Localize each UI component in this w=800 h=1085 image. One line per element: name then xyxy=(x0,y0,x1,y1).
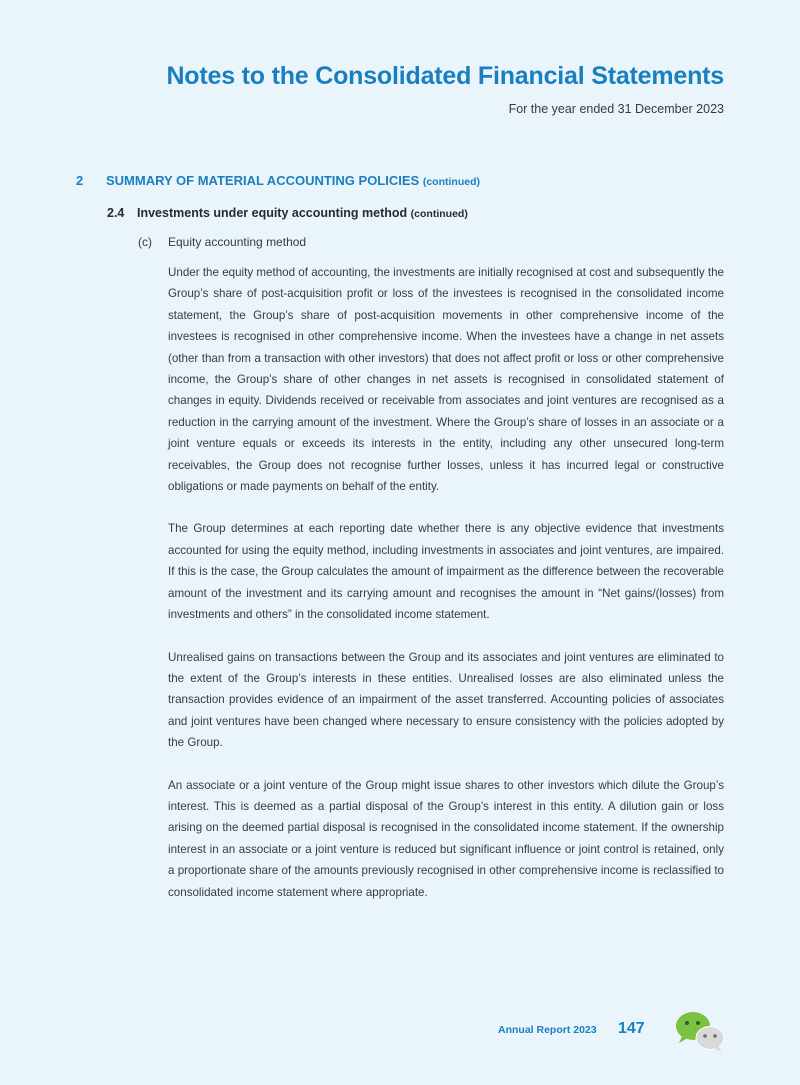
page-subtitle: For the year ended 31 December 2023 xyxy=(508,102,724,116)
paragraph: An associate or a joint venture of the Group might issue shares to other investors which dilute the Group’s interest. This is deemed as a partial disposal of the Group’s interest in this entity. A dilution gain or loss arising on the deemed partial disposal is recognised in the consolidated income statement. If the ownership interest in an associate or a joint venture is reduced but significant influence or joint control is retained, only a proportionate share of the amounts previously recognised in other comprehensive income is reclassified to consolidated income statement where appropriate. xyxy=(168,778,724,899)
paragraph: The Group determines at each reporting date whether there is any objective evidence that investments accounted for using the equity method, including investments in associates and joint ventures, are impaired. If this is the case, the Group calculates the amount of impairment as the difference between the recoverable amount of the investment and its carrying amount and recognises the amount in “Net gains/(losses) from investments and others” in the consolidated income statement. xyxy=(168,522,724,622)
page-number: 147 xyxy=(618,1020,645,1037)
section-continued: (continued) xyxy=(422,176,480,188)
chat-bubbles-icon xyxy=(674,1010,726,1054)
section-number: 2 xyxy=(76,173,84,188)
paragraph: Unrealised gains on transactions between the Group and its associates and joint ventures are eliminated to the extent of the Group’s interests in these entities. Unrealised losses are also eliminated unless the transaction provides evidence of an impairment of the asset transferred. Accounting policies of associates and joint ventures have been changed where necessary to ensure consistency with the policies adopted by the Group. xyxy=(168,650,724,750)
page-title: Notes to the Consolidated Financial Statements xyxy=(166,62,724,90)
item-heading xyxy=(138,235,306,249)
subsection-continued: (continued) xyxy=(410,208,468,220)
item-label: (c) xyxy=(138,235,152,249)
section-title: SUMMARY OF MATERIAL ACCOUNTING POLICIES xyxy=(106,173,420,188)
subsection-title: Investments under equity accounting method xyxy=(137,206,408,220)
paragraph: Under the equity method of accounting, the investments are initially recognised at cost and subsequently the Group’s share of post-acquisition profit or loss of the investees is recognised in the consolidated income statement, the Group’s share of post-acquisition movements in other comprehensive income of the investees is recognised in other comprehensive income. When the investees have a change in net assets (other than from a transaction with other investors) that does not affect profit or loss or other comprehensive income, the Group’s share of other changes in net assets is recognised in consolidated statement of changes in equity. Dividends received or receivable from associates and joint ventures are recognised as a reduction in the carrying amount of the investment. Where the Group’s share of losses in an associate or a joint venture equals or exceeds its interests in the entity, including any other unsecured long-term receivables, the Group does not recognise further losses, unless it has incurred legal or constructive obligations or made payments on behalf of the entity. xyxy=(168,266,724,494)
body-text xyxy=(168,262,724,924)
footer-report-label: Annual Report 2023 xyxy=(498,1024,597,1036)
subsection-number: 2.4 xyxy=(107,206,125,220)
section-heading xyxy=(76,173,480,188)
item-title: Equity accounting method xyxy=(168,235,307,249)
subsection-heading xyxy=(107,206,468,220)
